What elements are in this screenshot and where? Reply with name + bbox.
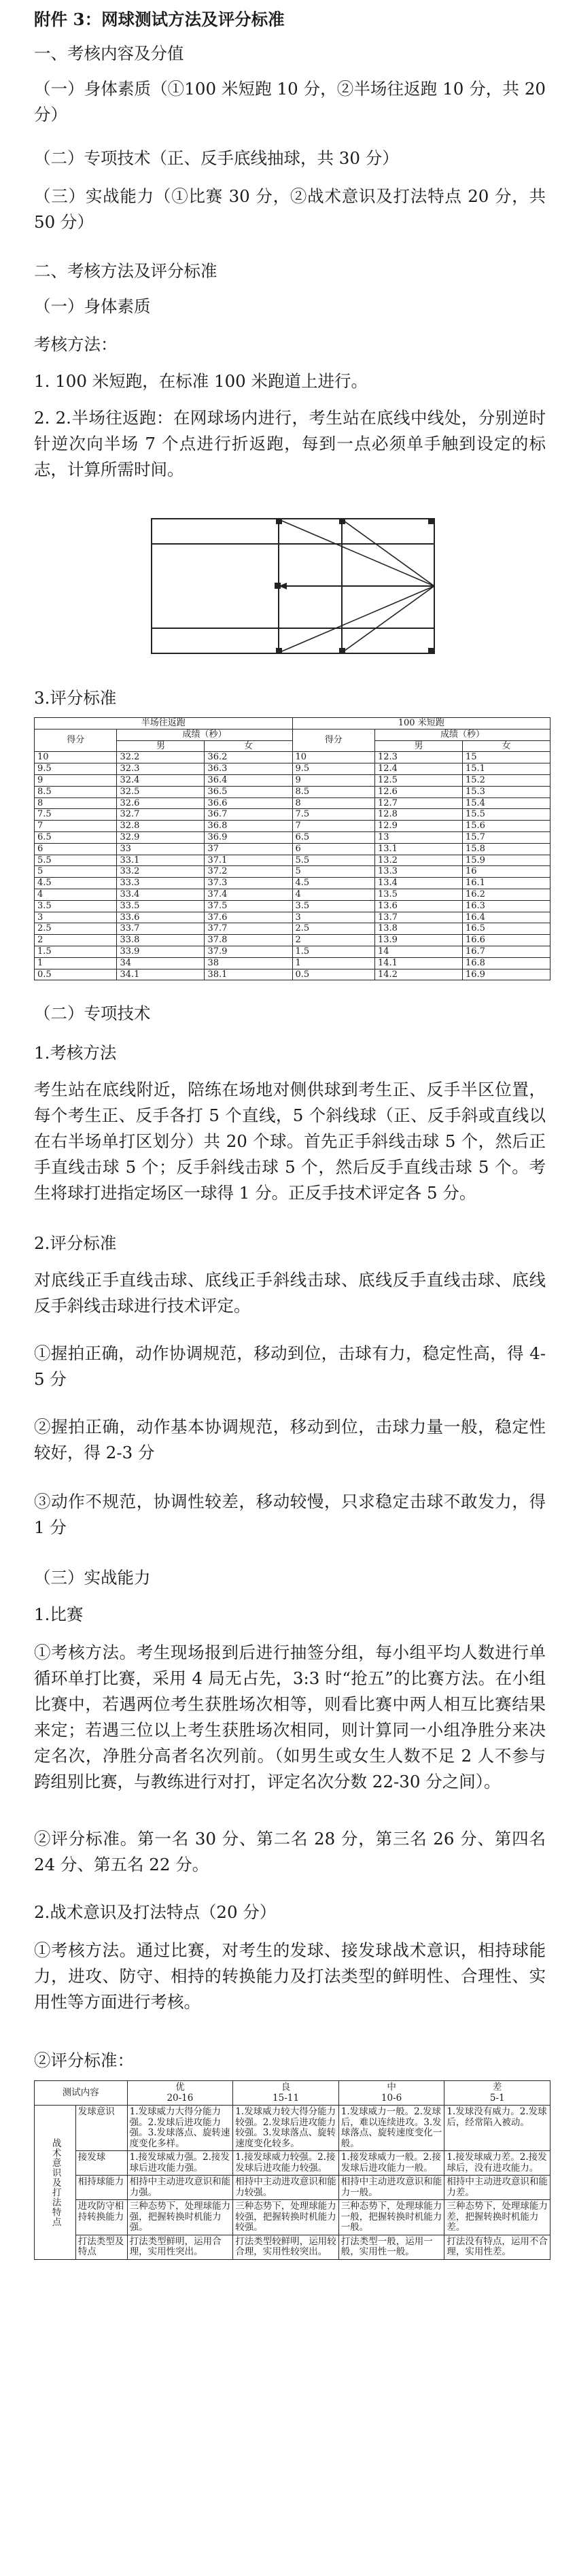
content-item-1: （一）身体素质（①100 米短跑 10 分，②半场往返跑 10 分，共 20 分） bbox=[34, 79, 546, 124]
table-cell: 13 bbox=[374, 831, 462, 843]
table-cell: 37 bbox=[205, 843, 292, 855]
table-cell: 32.7 bbox=[117, 809, 205, 821]
table-cell: 1 bbox=[35, 957, 117, 969]
table-cell: 4.5 bbox=[292, 878, 374, 889]
table-cell: 1.发球威力较大得分能力较强。2.发球后进攻能力较强。3.发球落点、旋转速度变化较多。 bbox=[233, 2106, 339, 2151]
technique-level-1: ①握拍正确，动作协调规范，移动到位，击球有力，稳定性高，得 4-5 分 bbox=[34, 1343, 546, 1389]
table-cell: 2 bbox=[292, 935, 374, 946]
level-range: 5-1 bbox=[489, 2092, 505, 2103]
table-cell: 12.4 bbox=[374, 763, 462, 775]
doc-title: 附件 3：网球测试方法及评分标准 bbox=[34, 10, 285, 29]
table-cell: 2.5 bbox=[35, 923, 117, 935]
table-cell: 37.7 bbox=[205, 923, 292, 935]
table-cell: 33.4 bbox=[117, 889, 205, 900]
table-cell: 37.9 bbox=[205, 946, 292, 957]
table-cell: 12.6 bbox=[374, 786, 462, 797]
table-cell: 10 bbox=[292, 752, 374, 763]
table-cell: 1 bbox=[292, 957, 374, 969]
content-item-2: （二）专项技术（正、反手底线抽球，共 30 分） bbox=[34, 148, 399, 168]
table-cell: 16.5 bbox=[462, 923, 550, 935]
table-cell: 13.2 bbox=[374, 855, 462, 866]
table-row bbox=[35, 752, 550, 763]
table-cell: 5 bbox=[35, 866, 117, 878]
table-cell: 16.9 bbox=[462, 969, 550, 980]
table-cell: 33.5 bbox=[117, 900, 205, 912]
row-label: 发球意识 bbox=[75, 2106, 127, 2151]
col-header: 得分 bbox=[292, 729, 374, 752]
eval-table-container bbox=[34, 2080, 550, 2260]
score-table-container bbox=[34, 717, 550, 980]
table-cell: 36.5 bbox=[205, 786, 292, 797]
table-cell: 13.7 bbox=[374, 912, 462, 923]
table-cell: 相持中主动进攻意识和能力差。 bbox=[444, 2176, 550, 2200]
table-cell: 4.5 bbox=[35, 878, 117, 889]
level-name: 优 bbox=[175, 2082, 185, 2093]
level-range: 10-6 bbox=[381, 2092, 402, 2103]
table-cell: 三种态势下，处理球能力强，把握转换时机能力强。 bbox=[127, 2200, 233, 2235]
table-cell: 12.7 bbox=[374, 797, 462, 809]
table-cell: 37.1 bbox=[205, 855, 292, 866]
table-row bbox=[35, 774, 550, 786]
table-cell: 6 bbox=[35, 843, 117, 855]
table-cell: 14.2 bbox=[374, 969, 462, 980]
table-row bbox=[35, 946, 550, 957]
method-shuttle-run: 2. 2.半场往返跑：在网球场内进行，考生站在底线中线处，分别逆时针逆次向半场 7 个点进行折返跑，每到一点必须单手触到设定的标志，计算所需时间。 bbox=[34, 408, 546, 479]
table-cell: 37.3 bbox=[205, 878, 292, 889]
tactics-eval-table bbox=[34, 2080, 550, 2260]
table-cell: 3.5 bbox=[35, 900, 117, 912]
table-cell: 6 bbox=[292, 843, 374, 855]
table-cell: 32.3 bbox=[117, 763, 205, 775]
table-row bbox=[35, 878, 550, 889]
col-header bbox=[444, 2081, 550, 2106]
table-cell: 三种态势下，处理球能力一般，把握转换时机能力一般。 bbox=[338, 2200, 444, 2235]
technique-level-2: ②握拍正确，动作基本协调规范，移动到位，击球力量一般，稳定性较好，得 2-3 分 bbox=[34, 1417, 546, 1462]
level-range: 15-11 bbox=[273, 2092, 299, 2103]
score-table bbox=[34, 717, 550, 980]
table-row bbox=[35, 923, 550, 935]
table-cell: 9 bbox=[292, 774, 374, 786]
table-cell: 32.9 bbox=[117, 831, 205, 843]
table-cell: 打法类型鲜明，运用合理，实用性突出。 bbox=[127, 2235, 233, 2259]
table-cell: 33.7 bbox=[117, 923, 205, 935]
col-header: 男 bbox=[117, 740, 205, 752]
table-cell: 5.5 bbox=[35, 855, 117, 866]
table-row bbox=[35, 935, 550, 946]
table-cell: 37.4 bbox=[205, 889, 292, 900]
table-cell: 1.接发球威力较强。2.接发球后进攻能力较强。 bbox=[233, 2151, 339, 2176]
table-cell: 15.7 bbox=[462, 831, 550, 843]
table-cell: 33.2 bbox=[117, 866, 205, 878]
col-header: 成绩（秒） bbox=[374, 729, 550, 740]
table-cell: 38 bbox=[205, 957, 292, 969]
content-item-3: （三）实战能力（①比赛 30 分，②战术意识及打法特点 20 分，共 50 分） bbox=[34, 186, 546, 232]
table-cell: 0.5 bbox=[292, 969, 374, 980]
table-cell: 13.3 bbox=[374, 866, 462, 878]
table-cell: 0.5 bbox=[35, 969, 117, 980]
table-cell: 15.8 bbox=[462, 843, 550, 855]
table-cell: 打法没有特点，运用不合理，实用性差。 bbox=[444, 2235, 550, 2259]
table-row bbox=[35, 797, 550, 809]
table-row bbox=[35, 809, 550, 821]
table-cell: 8.5 bbox=[35, 786, 117, 797]
table-cell: 7 bbox=[292, 821, 374, 832]
tactics-heading: 2.战术意识及打法特点（20 分） bbox=[34, 1902, 277, 1922]
table-cell: 33 bbox=[117, 843, 205, 855]
table-cell: 38.1 bbox=[205, 969, 292, 980]
table-cell: 9.5 bbox=[292, 763, 374, 775]
table-cell: 32.2 bbox=[117, 752, 205, 763]
level-range: 20-16 bbox=[167, 2092, 194, 2103]
table-cell: 三种态势下，处理球能力较强，把握转换时机能力较强。 bbox=[233, 2200, 339, 2235]
table-cell: 32.5 bbox=[117, 786, 205, 797]
table-cell: 37.8 bbox=[205, 935, 292, 946]
table-row bbox=[35, 2235, 550, 2259]
table-cell: 7.5 bbox=[292, 809, 374, 821]
table-cell: 15.2 bbox=[462, 774, 550, 786]
match-method-body: ①考核方法。考生现场报到后进行抽签分组，每小组平均人数进行单循环单打比赛，采用 4 局无占先，3:3 时“抢五”的比赛方法。在小组比赛中，若遇两位考生获胜场次相等，则看比赛中两人相互比赛结果来定；若遇三位以上考生获胜场次相同，则计算同一小组净胜分来决定名次，净胜分高者名次列前。（如男生或女生人数不足 2 人不参与跨组别比赛，与教练进行对打，评定名次分数 22-30 分之间）。 bbox=[34, 1643, 546, 1791]
method-label: 考核方法： bbox=[34, 334, 118, 354]
level-name: 良 bbox=[281, 2082, 291, 2093]
table-cell: 15.9 bbox=[462, 855, 550, 866]
table-row bbox=[35, 2200, 550, 2235]
table-cell: 33.1 bbox=[117, 855, 205, 866]
table-cell: 6.5 bbox=[292, 831, 374, 843]
table-cell: 16.6 bbox=[462, 935, 550, 946]
table-cell: 36.7 bbox=[205, 809, 292, 821]
table-cell: 14 bbox=[374, 946, 462, 957]
col-header: 男 bbox=[374, 740, 462, 752]
table-cell: 16.4 bbox=[462, 912, 550, 923]
table-cell: 37.5 bbox=[205, 900, 292, 912]
table-cell: 36.8 bbox=[205, 821, 292, 832]
table-cell: 相持中主动进攻意识和能力强。 bbox=[127, 2176, 233, 2200]
technique-method-body: 考生站在底线附近，陪练在场地对侧供球到考生正、反手半区位置，每个考生正、反手各打 5 个直线，5 个斜线球（正、反手斜或直线以在右半场单打区划分）共 20 个球。首先正手斜线击球 5 个，然后正手直线击球 5 个；反手斜线击球 5 个，然后反手直线击球 5 个。考生将球打进指定场区一球得 1 分。正反手技术评定各 5 分。 bbox=[34, 1080, 546, 1203]
row-label: 打法类型及特点 bbox=[75, 2235, 127, 2259]
table-cell: 4 bbox=[292, 889, 374, 900]
level-name: 中 bbox=[387, 2082, 396, 2093]
table-row bbox=[35, 2106, 550, 2151]
scoring-standard-heading: 3.评分标准 bbox=[34, 688, 117, 708]
table-cell: 12.9 bbox=[374, 821, 462, 832]
table-cell: 33.8 bbox=[117, 935, 205, 946]
table-cell: 2 bbox=[35, 935, 117, 946]
table-row bbox=[35, 786, 550, 797]
table-cell: 1.发球威力一般。2.发球后，难以连续进攻。3.发球落点、旋转速度变化一般。 bbox=[338, 2106, 444, 2151]
table-row bbox=[35, 969, 550, 980]
table-cell: 6.5 bbox=[35, 831, 117, 843]
table-cell: 13.5 bbox=[374, 889, 462, 900]
table-cell: 37.2 bbox=[205, 866, 292, 878]
col-header: 测试内容 bbox=[35, 2081, 128, 2106]
table-cell: 15.6 bbox=[462, 821, 550, 832]
table-cell: 36.4 bbox=[205, 774, 292, 786]
table-cell: 1.接发球威力一般。2.接发球后进攻能力一般。 bbox=[338, 2151, 444, 2176]
col-header: 女 bbox=[462, 740, 550, 752]
col-header: 女 bbox=[205, 740, 292, 752]
table-cell: 2.5 bbox=[292, 923, 374, 935]
method-100m: 1. 100 米短跑，在标准 100 米跑道上进行。 bbox=[34, 371, 368, 391]
table-row bbox=[35, 2151, 550, 2176]
table-row bbox=[35, 889, 550, 900]
table-row bbox=[35, 855, 550, 866]
table-cell: 37.6 bbox=[205, 912, 292, 923]
table-cell: 13.4 bbox=[374, 878, 462, 889]
table-row bbox=[35, 957, 550, 969]
level-name: 差 bbox=[492, 2082, 502, 2093]
table-cell: 9 bbox=[35, 774, 117, 786]
col-header: 成绩（秒） bbox=[117, 729, 292, 740]
table-cell: 13.1 bbox=[374, 843, 462, 855]
table-cell: 16.7 bbox=[462, 946, 550, 957]
table-cell: 12.5 bbox=[374, 774, 462, 786]
match-scoring: ②评分标准。第一名 30 分、第二名 28 分，第三名 26 分、第四名 24 分、第五名 22 分。 bbox=[34, 1829, 546, 1874]
table-cell: 13.9 bbox=[374, 935, 462, 946]
col-header: 得分 bbox=[35, 729, 117, 752]
table-cell: 16.1 bbox=[462, 878, 550, 889]
shuttle-run-court-diagram bbox=[151, 518, 435, 654]
table-row bbox=[35, 912, 550, 923]
table-cell: 1.接发球威力差。2.接发球后，没有进攻能力。 bbox=[444, 2151, 550, 2176]
table-cell: 36.2 bbox=[205, 752, 292, 763]
table-cell: 32.6 bbox=[117, 797, 205, 809]
table-cell: 5.5 bbox=[292, 855, 374, 866]
table-cell: 相持中主动进攻意识和能力较强。 bbox=[233, 2176, 339, 2200]
col-header bbox=[338, 2081, 444, 2106]
table-cell: 34 bbox=[117, 957, 205, 969]
table-cell: 1.发球威力大得分能力强。2.发球后进攻能力强。3.发球落点、旋转速度变化多样。 bbox=[127, 2106, 233, 2151]
table-cell: 36.6 bbox=[205, 797, 292, 809]
table-cell: 13.6 bbox=[374, 900, 462, 912]
table-cell: 12.8 bbox=[374, 809, 462, 821]
table-cell: 1.5 bbox=[292, 946, 374, 957]
table-cell: 16 bbox=[462, 866, 550, 878]
table-cell: 7 bbox=[35, 821, 117, 832]
table-row bbox=[35, 866, 550, 878]
subheading-match: （三）实战能力 bbox=[34, 1568, 151, 1587]
col-header: 半场往返跑 bbox=[35, 718, 293, 729]
table-cell: 1.5 bbox=[35, 946, 117, 957]
table-cell: 9.5 bbox=[35, 763, 117, 775]
table-row bbox=[35, 843, 550, 855]
table-cell: 32.8 bbox=[117, 821, 205, 832]
table-row bbox=[35, 821, 550, 832]
table-cell: 相持中主动进攻意识和能力一般。 bbox=[338, 2176, 444, 2200]
col-header: 100 米短跑 bbox=[292, 718, 550, 729]
table-row bbox=[35, 763, 550, 775]
col-header bbox=[233, 2081, 339, 2106]
table-cell: 8 bbox=[35, 797, 117, 809]
row-label: 相持球能力 bbox=[75, 2176, 127, 2200]
row-label: 进攻防守相持转换能力 bbox=[75, 2200, 127, 2235]
table-cell: 36.9 bbox=[205, 831, 292, 843]
table-cell: 16.2 bbox=[462, 889, 550, 900]
table-cell: 8.5 bbox=[292, 786, 374, 797]
table-cell: 14.1 bbox=[374, 957, 462, 969]
table-cell: 三种态势下，处理球能力差，把握转换时机能力差。 bbox=[444, 2200, 550, 2235]
table-cell: 4 bbox=[35, 889, 117, 900]
table-cell: 打法类型较鲜明，运用较合理，实用性较突出。 bbox=[233, 2235, 339, 2259]
section-heading-1: 一、考核内容及分值 bbox=[34, 44, 184, 63]
table-cell: 7.5 bbox=[35, 809, 117, 821]
table-cell: 33.3 bbox=[117, 878, 205, 889]
table-cell: 1.接发球威力强。2.接发球后进攻能力强。 bbox=[127, 2151, 233, 2176]
table-row bbox=[35, 2176, 550, 2200]
row-label: 接发球 bbox=[75, 2151, 127, 2176]
section-heading-2: 二、考核方法及评分标准 bbox=[34, 261, 217, 281]
table-cell: 3 bbox=[35, 912, 117, 923]
table-cell: 34.1 bbox=[117, 969, 205, 980]
technique-method-heading: 1.考核方法 bbox=[34, 1043, 117, 1063]
tactics-method-body: ①考核方法。通过比赛，对考生的发球、接发球战术意识，相持球能力，进攻、防守、相持的转换能力及打法类型的鲜明性、合理性、实用性等方面进行考核。 bbox=[34, 1940, 546, 2012]
technique-standard-heading: 2.评分标准 bbox=[34, 1233, 117, 1253]
technique-standard-body: 对底线正手直线击球、底线正手斜线击球、底线反手直线击球、底线反手斜线击球进行技术评定。 bbox=[34, 1270, 546, 1316]
table-cell: 16.3 bbox=[462, 900, 550, 912]
table-cell: 33.9 bbox=[117, 946, 205, 957]
run-paths bbox=[279, 519, 434, 653]
table-cell: 3 bbox=[292, 912, 374, 923]
technique-level-3: ③动作不规范，协调性较差，移动较慢，只求稳定击球不敢发力，得 1 分 bbox=[34, 1492, 546, 1537]
table-cell: 15.5 bbox=[462, 809, 550, 821]
table-cell: 33.6 bbox=[117, 912, 205, 923]
table-cell: 16.8 bbox=[462, 957, 550, 969]
table-row bbox=[35, 831, 550, 843]
table-cell: 8 bbox=[292, 797, 374, 809]
table-cell: 3.5 bbox=[292, 900, 374, 912]
table-cell: 打法类型一般，运用一般，实用性一般。 bbox=[338, 2235, 444, 2259]
table-cell: 15 bbox=[462, 752, 550, 763]
table-cell: 12.3 bbox=[374, 752, 462, 763]
subheading-technique: （二）专项技术 bbox=[34, 1003, 151, 1023]
table-row bbox=[35, 900, 550, 912]
col-header bbox=[127, 2081, 233, 2106]
table-cell: 32.4 bbox=[117, 774, 205, 786]
table-cell: 15.4 bbox=[462, 797, 550, 809]
table-cell: 36.3 bbox=[205, 763, 292, 775]
table-cell: 1.发球没有威力。2.发球后，经常陷入被动。 bbox=[444, 2106, 550, 2151]
table-cell: 5 bbox=[292, 866, 374, 878]
match-heading: 1.比赛 bbox=[34, 1604, 84, 1624]
table-cell: 15.1 bbox=[462, 763, 550, 775]
group-label: 战术意识及打法特点 bbox=[35, 2106, 76, 2260]
table-cell: 13.8 bbox=[374, 923, 462, 935]
tactics-scoring-label: ②评分标准： bbox=[34, 2050, 134, 2070]
subheading-physical: （一）身体素质 bbox=[34, 296, 151, 316]
table-cell: 10 bbox=[35, 752, 117, 763]
table-cell: 15.3 bbox=[462, 786, 550, 797]
